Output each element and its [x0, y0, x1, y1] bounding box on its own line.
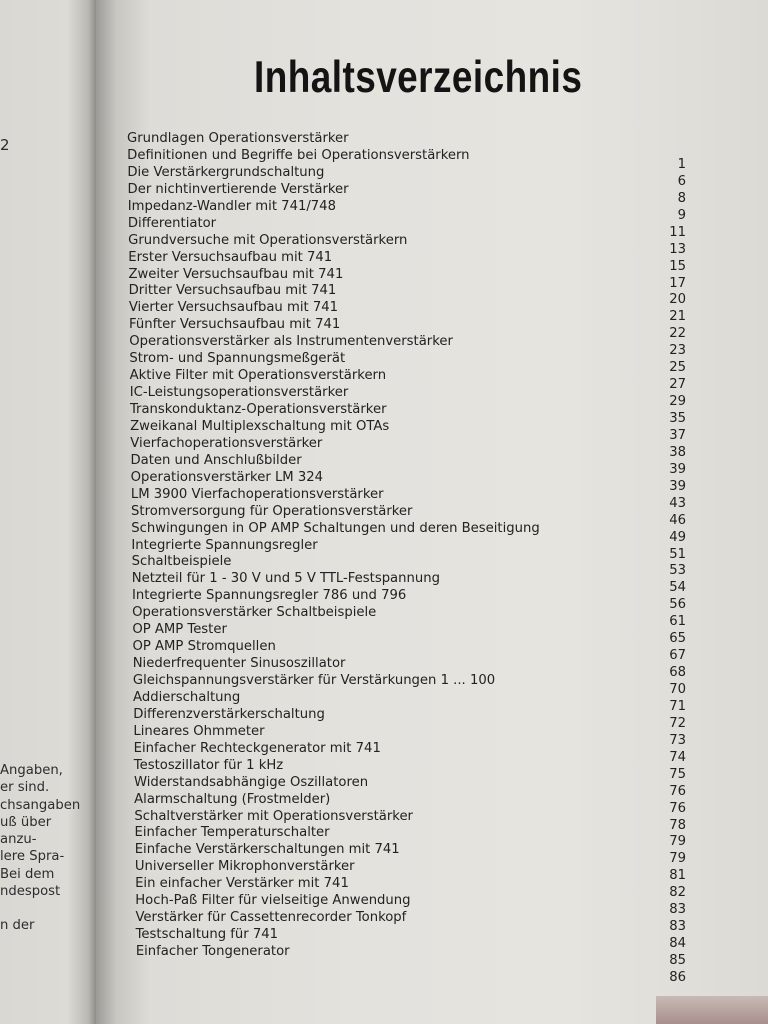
toc-entry-page-number: 21 [669, 309, 686, 325]
toc-entry-title: Niederfrequenter Sinusoszillator [132, 656, 346, 672]
toc-entry [96, 960, 768, 985]
left-page-text-line: lere Spra- [0, 849, 65, 865]
toc-entry-page-number: 8 [677, 190, 686, 206]
table-of-contents-page [96, 0, 768, 1024]
toc-entry-title: Einfacher Tongenerator [135, 944, 290, 960]
toc-entry-title: Vierter Versuchsaufbau mit 741 [128, 300, 339, 316]
toc-entry-title: Testschaltung für 741 [135, 927, 279, 943]
toc-entry-page-number: 75 [669, 766, 686, 782]
toc-entry-title: Differentiator [127, 215, 217, 231]
toc-entry-title: Schaltverstärker mit Operationsverstärker [134, 808, 413, 824]
toc-entry-page-number: 76 [669, 800, 686, 816]
toc-entry-page-number: 83 [669, 902, 686, 918]
left-page [0, 0, 96, 1024]
left-page-text-line: anzu- [0, 832, 37, 848]
left-page-text-fragments [0, 762, 80, 935]
toc-entry-page-number: 6 [677, 173, 686, 189]
toc-entry-title: Addierschaltung [133, 689, 241, 705]
left-page-number-fragment: 2 [0, 136, 10, 154]
toc-entry-title: Integrierte Spannungsregler [131, 537, 318, 553]
toc-entry-page-number: 25 [669, 360, 686, 376]
toc-entry-page-number: 43 [669, 495, 686, 511]
toc-entry-page-number: 72 [669, 715, 686, 731]
toc-entry-title: Definitionen und Begriffe bei Operationsverstärkern [127, 147, 470, 163]
toc-entry-page-number: 27 [669, 377, 686, 393]
toc-entry-title: Erster Versuchsaufbau mit 741 [128, 249, 333, 265]
toc-entry [96, 130, 768, 148]
toc-entry-page-number: 39 [669, 461, 686, 477]
toc-entry-page-number: 1 [677, 156, 686, 172]
toc-entry-page-number: 68 [669, 665, 686, 681]
toc-entry-title: Aktive Filter mit Operationsverstärkern [129, 368, 387, 384]
toc-entry-title: Daten und Anschlußbilder [130, 452, 302, 468]
page-stack-edge [656, 996, 768, 1024]
toc-entry-page-number: 81 [669, 868, 686, 884]
toc-entry-title: Widerstandsabhängige Oszillatoren [133, 774, 369, 790]
toc-entry-page-number: 86 [669, 970, 686, 985]
toc-entry-page-number: 39 [669, 478, 686, 494]
left-page-text-line: Angaben, [0, 763, 63, 778]
toc-entry-title: OP AMP Tester [132, 622, 227, 638]
left-page-text-line: chsangaben [0, 797, 81, 813]
toc-entry-page-number: 37 [669, 427, 686, 443]
left-page-text-line: n der [0, 918, 35, 934]
toc-entry-page-number: 17 [669, 275, 686, 291]
toc-entry-page-number: 76 [669, 783, 686, 799]
page-title: Inhaltsverzeichnis [254, 52, 583, 102]
toc-entry-page-number: 20 [669, 292, 686, 308]
toc-entry-page-number: 73 [669, 732, 686, 748]
toc-entry-page-number: 78 [669, 817, 686, 833]
toc-entry-page-number: 9 [677, 207, 686, 223]
toc-entry-title: Stromversorgung für Operationsverstärker [131, 503, 413, 519]
toc-entry-page-number: 22 [669, 326, 686, 342]
toc-entry-page-number: 51 [669, 546, 686, 562]
toc-entry [96, 943, 768, 969]
toc-entry-title: Operationsverstärker LM 324 [130, 469, 324, 485]
toc-entry-page-number: 85 [669, 953, 686, 969]
toc-entry-title: Netzteil für 1 - 30 V und 5 V TTL-Festspannung [131, 571, 440, 587]
toc-entry-title: Ein einfacher Verstärker mit 741 [135, 876, 349, 892]
toc-entry-title: OP AMP Stromquellen [132, 639, 276, 655]
toc-entry-page-number: 53 [669, 563, 686, 579]
toc-entry-title: Schwingungen in OP AMP Schaltungen und deren Beseitigung [131, 520, 540, 536]
left-page-text-line: Bei dem [0, 866, 55, 882]
toc-entry-title: Testoszillator für 1 kHz [133, 757, 284, 773]
toc-entry-page-number: 67 [669, 648, 686, 664]
toc-entry-title: Operationsverstärker Schaltbeispiele [132, 605, 377, 621]
toc-entry-page-number: 61 [669, 614, 686, 630]
toc-entry-title: Zweikanal Multiplexschaltung mit OTAs [130, 418, 390, 434]
left-page-text-line: uß über [0, 814, 52, 830]
toc-entry-title: Verstärker für Cassettenrecorder Tonkopf [135, 910, 407, 926]
toc-entry-page-number: 38 [669, 444, 686, 460]
toc-entry-title: Alarmschaltung (Frostmelder) [134, 791, 331, 807]
toc-entry-title: Strom- und Spannungsmeßgerät [129, 351, 346, 367]
toc-entry-title: Integrierte Spannungsregler 786 und 796 [131, 588, 407, 604]
toc-entry-page-number: 82 [669, 885, 686, 901]
toc-entry-title: Der nichtinvertierende Verstärker [127, 181, 349, 197]
toc-entry-title: Lineares Ohmmeter [133, 723, 265, 739]
toc-entry-page-number: 13 [669, 241, 686, 257]
toc-entry-title: Einfacher Rechteckgenerator mit 741 [133, 740, 381, 756]
toc-entry-title: Einfache Verstärkerschaltungen mit 741 [134, 842, 400, 858]
toc-entry-title: Einfacher Temperaturschalter [134, 825, 330, 841]
toc-entry-page-number: 23 [669, 343, 686, 359]
toc-entry-title: Die Verstärkergrundschaltung [127, 164, 325, 180]
toc-entry-title: Vierfachoperationsverstärker [130, 435, 323, 451]
toc-entry-page-number: 46 [669, 512, 686, 528]
toc-entry-title: Grundlagen Operationsverstärker [127, 131, 349, 146]
toc-entry-title: Impedanz-Wandler mit 741/748 [127, 198, 336, 214]
toc-entry-page-number: 49 [669, 529, 686, 545]
toc-entry-page-number: 35 [669, 411, 686, 427]
toc-entry-title: IC-Leistungsoperationsverstärker [129, 385, 349, 401]
toc-entry-page-number: 65 [669, 631, 686, 647]
toc-entry-page-number: 15 [669, 258, 686, 274]
toc-entry-page-number: 71 [669, 698, 686, 714]
toc-entry-title: LM 3900 Vierfachoperationsverstärker [130, 486, 384, 502]
toc-entry-title: Transkonduktanz-Operationsverstärker [129, 402, 387, 418]
toc-entry-title: Schaltbeispiele [131, 554, 232, 570]
toc-entry-page-number: 84 [669, 936, 686, 952]
toc-entry-title: Grundversuche mit Operationsverstärkern [128, 232, 408, 248]
toc-entry-page-number: 79 [669, 851, 686, 867]
toc-entry-title: Operationsverstärker als Instrumentenverstärker [129, 334, 453, 350]
toc-entry-title: Gleichspannungsverstärker für Verstärkungen 1 ... 100 [132, 673, 496, 689]
toc-entry-page-number: 54 [669, 580, 686, 596]
toc-entry-title: Zweiter Versuchsaufbau mit 741 [128, 266, 344, 282]
toc-entry-title: Dritter Versuchsaufbau mit 741 [128, 283, 337, 299]
toc-entry-page-number: 79 [669, 834, 686, 850]
toc-entry-title: Fünfter Versuchsaufbau mit 741 [129, 317, 341, 333]
toc-entry-title: Hoch-Paß Filter für vielseitige Anwendung [135, 893, 411, 909]
toc-entry-page-number: 56 [669, 597, 686, 613]
toc-entry-page-number: 11 [669, 224, 686, 240]
toc-entry-page-number: 74 [669, 749, 686, 765]
left-page-text-line: ndespost [0, 884, 61, 900]
toc-entry-page-number: 83 [669, 919, 686, 935]
left-page-text-line: er sind. [0, 780, 50, 796]
toc-entry-page-number: 70 [669, 682, 686, 698]
toc-entry-title: Differenzverstärkerschaltung [133, 706, 325, 722]
toc-entry-page-number: 29 [669, 394, 686, 410]
toc-entry-title: Universeller Mikrophonverstärker [134, 859, 355, 875]
